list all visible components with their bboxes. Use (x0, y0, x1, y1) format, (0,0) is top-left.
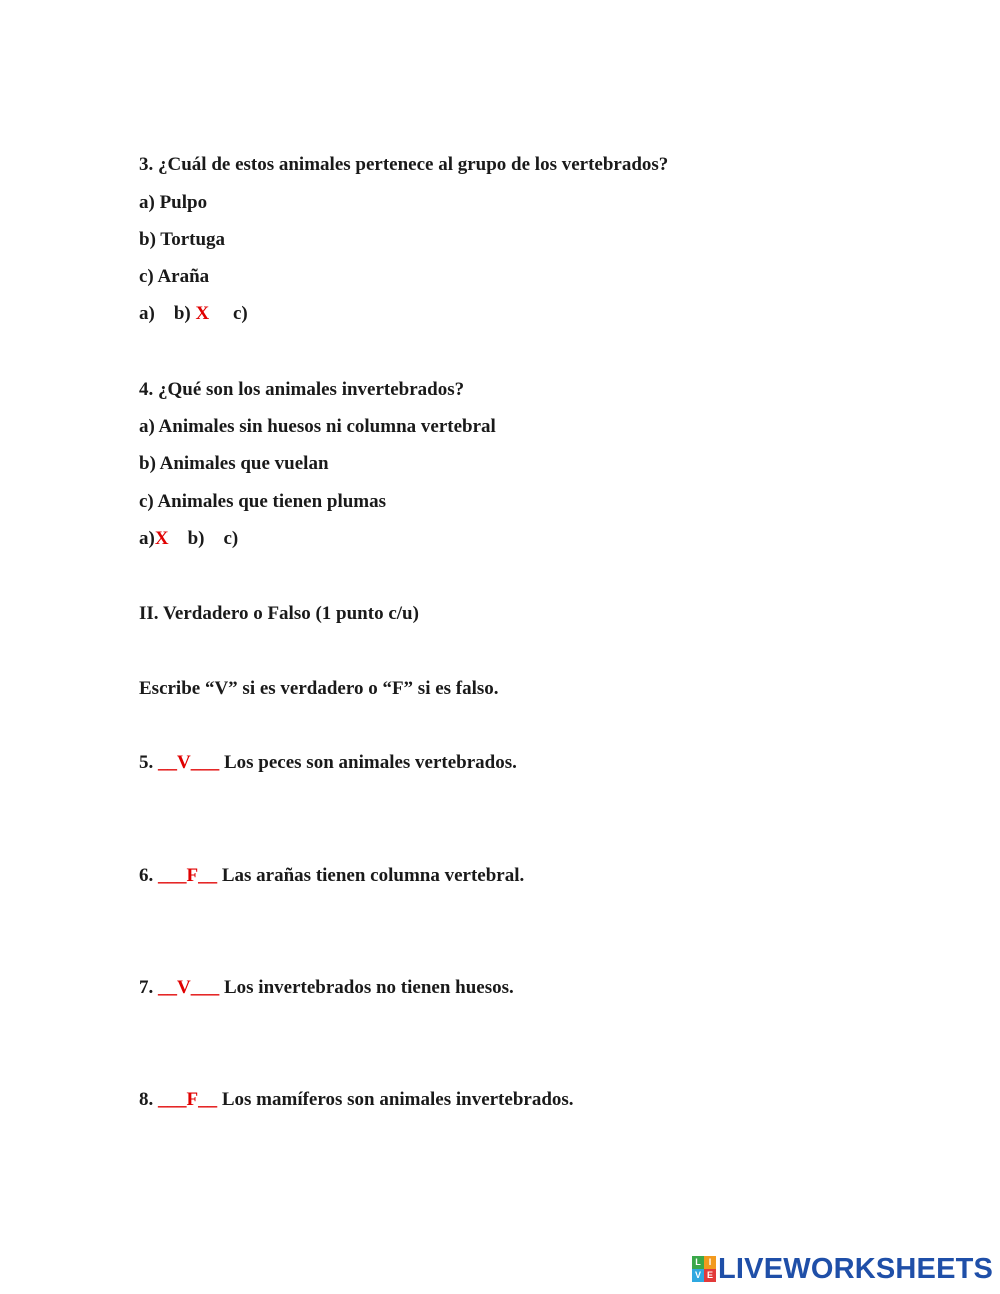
answer-options-label: a) b) (139, 303, 196, 324)
tf-statement: Las arañas tienen columna vertebral. (217, 865, 525, 886)
answer-option-c-label: c) (209, 303, 248, 324)
question-4-answer-row (139, 528, 238, 550)
tf-answer: V (177, 752, 191, 773)
question-4-option-b: b) Animales que vuelan (139, 453, 329, 474)
liveworksheets-logo-text: LIVEWORKSHEETS (718, 1252, 994, 1285)
tf-blank[interactable]: __V___ (158, 752, 220, 773)
tf-item-6 (139, 865, 524, 887)
tf-blank[interactable]: ___F__ (158, 1089, 218, 1110)
question-3: 3. ¿Cuál de estos animales pertenece al grupo de los vertebrados? (139, 154, 669, 175)
section-instruction: Escribe “V” si es verdadero o “F” si es falso. (139, 678, 499, 699)
tf-number: 5. (139, 752, 158, 773)
question-3-option-b: b) Tortuga (139, 229, 226, 250)
question-4-option-c: c) Animales que tienen plumas (139, 491, 387, 512)
tf-item-8 (139, 1089, 574, 1111)
tf-number: 6. (139, 865, 158, 886)
answer-mark-a[interactable]: X (154, 528, 169, 549)
tf-item-5 (139, 752, 517, 774)
question-3-option-c: c) Araña (139, 266, 210, 287)
answer-options-rest: b) c) (168, 528, 239, 549)
tf-statement: Los peces son animales vertebrados. (219, 752, 517, 773)
question-4: 4. ¿Qué son los animales invertebrados? (139, 379, 465, 400)
answer-option-a-label: a) (139, 528, 155, 549)
tf-item-7 (139, 977, 514, 999)
tf-answer: V (177, 977, 191, 998)
section-heading: II. Verdadero o Falso (1 punto c/u) (139, 603, 419, 624)
tf-blank[interactable]: __V___ (158, 977, 220, 998)
tf-answer: F (186, 1089, 199, 1110)
tf-number: 8. (139, 1089, 158, 1110)
liveworksheets-logo (692, 1252, 993, 1286)
tf-statement: Los mamíferos son animales invertebrados. (217, 1089, 574, 1110)
question-4-option-a: a) Animales sin huesos ni columna vertebral (139, 416, 496, 437)
tf-statement: Los invertebrados no tienen huesos. (219, 977, 514, 998)
question-3-answer-row (139, 303, 248, 325)
tf-number: 7. (139, 977, 158, 998)
answer-mark-b[interactable]: X (195, 303, 210, 324)
liveworksheets-logo-icon: L I V E (692, 1256, 716, 1282)
tf-answer: F (186, 865, 199, 886)
question-3-option-a: a) Pulpo (139, 192, 208, 213)
tf-blank[interactable]: ___F__ (158, 865, 218, 886)
